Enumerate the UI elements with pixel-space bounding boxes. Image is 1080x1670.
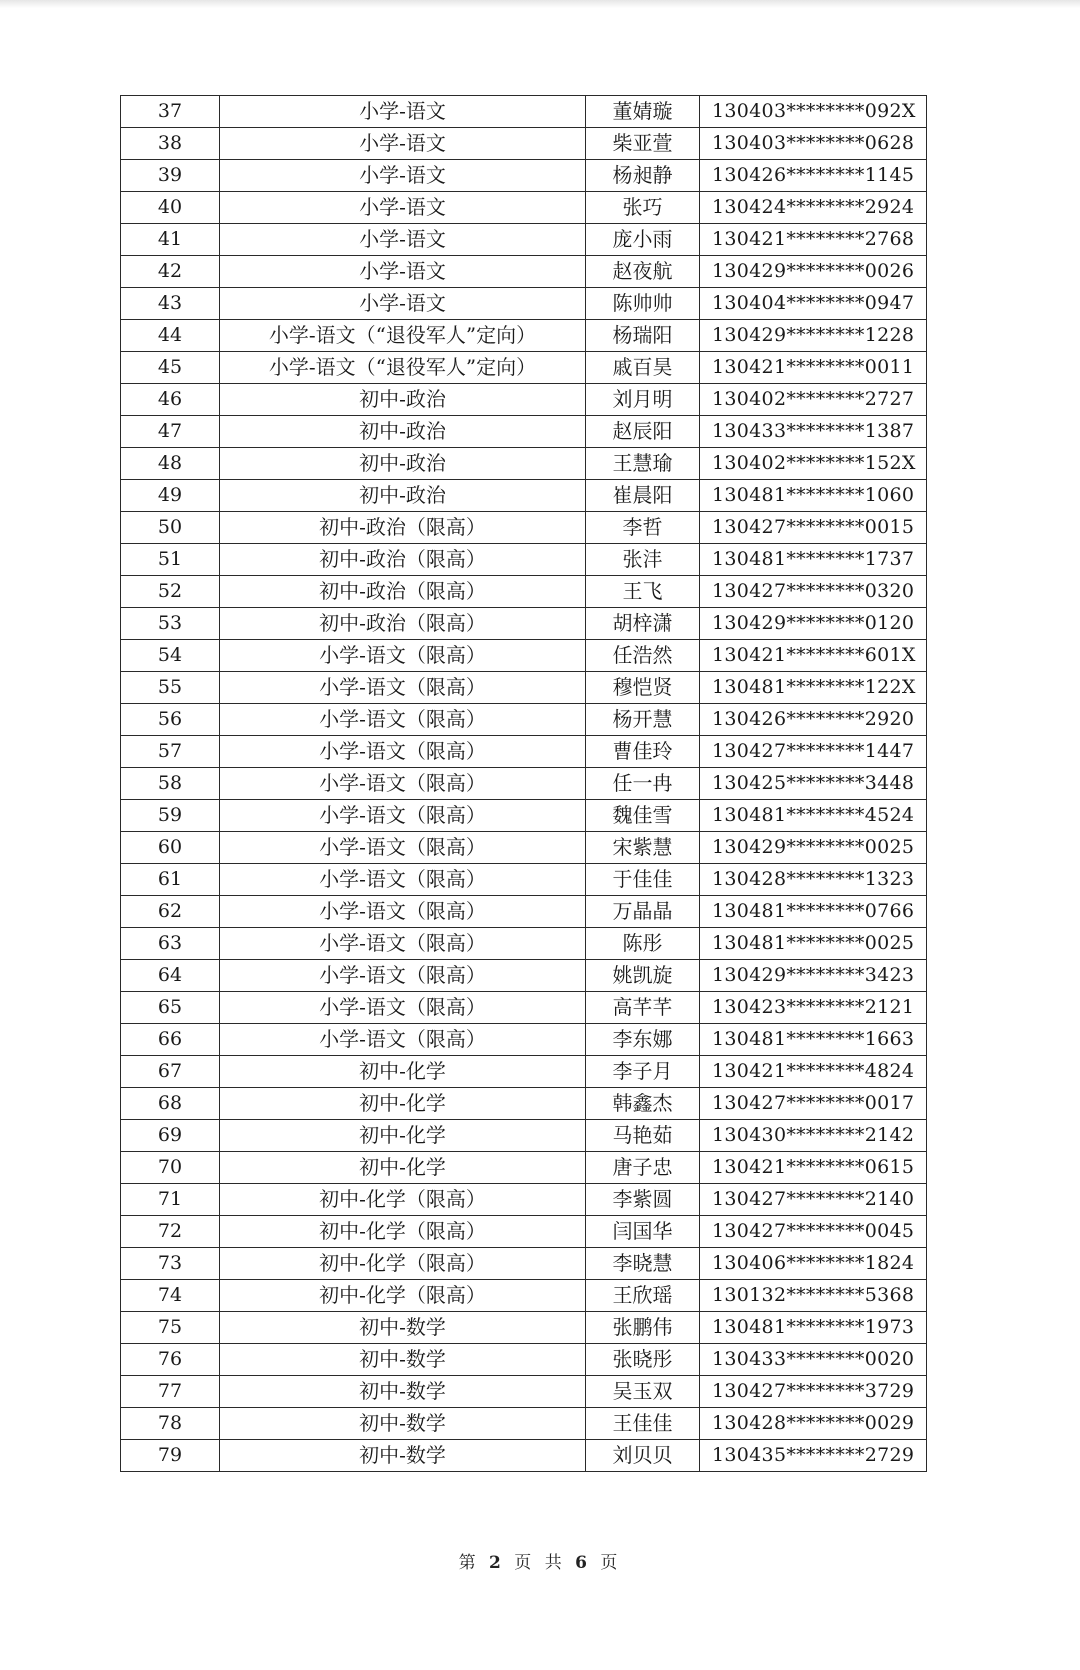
row-number-cell: 60: [121, 832, 220, 864]
subject-cell: 小学-语文（限高）: [220, 768, 586, 800]
candidate-name-cell: 韩鑫杰: [586, 1088, 700, 1120]
id-number-cell: 130424********2924: [700, 192, 927, 224]
id-number-cell: 130426********2920: [700, 704, 927, 736]
subject-cell: 小学-语文: [220, 96, 586, 128]
table-row: [121, 864, 927, 896]
id-number-cell: 130403********0628: [700, 128, 927, 160]
subject-cell: 小学-语文: [220, 160, 586, 192]
table-row: [121, 1344, 927, 1376]
row-number-cell: 67: [121, 1056, 220, 1088]
candidate-name-cell: 董婧璇: [586, 96, 700, 128]
id-number-cell: 130428********1323: [700, 864, 927, 896]
subject-cell: 小学-语文（限高）: [220, 928, 586, 960]
subject-cell: 初中-化学（限高）: [220, 1184, 586, 1216]
row-number-cell: 50: [121, 512, 220, 544]
row-number-cell: 77: [121, 1376, 220, 1408]
candidate-name-cell: 刘月明: [586, 384, 700, 416]
candidate-name-cell: 闫国华: [586, 1216, 700, 1248]
table-row: [121, 768, 927, 800]
row-number-cell: 63: [121, 928, 220, 960]
subject-cell: 小学-语文（限高）: [220, 864, 586, 896]
table-row: [121, 1248, 927, 1280]
id-number-cell: 130403********092X: [700, 96, 927, 128]
candidate-name-cell: 吴玉双: [586, 1376, 700, 1408]
table-row: [121, 672, 927, 704]
candidate-name-cell: 魏佳雪: [586, 800, 700, 832]
table-row: [121, 288, 927, 320]
subject-cell: 小学-语文: [220, 224, 586, 256]
subject-cell: 初中-数学: [220, 1440, 586, 1472]
id-number-cell: 130481********1060: [700, 480, 927, 512]
candidate-name-cell: 万晶晶: [586, 896, 700, 928]
candidate-name-cell: 穆恺贤: [586, 672, 700, 704]
row-number-cell: 44: [121, 320, 220, 352]
subject-cell: 小学-语文（限高）: [220, 736, 586, 768]
id-number-cell: 130426********1145: [700, 160, 927, 192]
table-row: [121, 160, 927, 192]
candidate-name-cell: 李晓慧: [586, 1248, 700, 1280]
subject-cell: 初中-数学: [220, 1312, 586, 1344]
table-row: [121, 1440, 927, 1472]
row-number-cell: 73: [121, 1248, 220, 1280]
table-row: [121, 1056, 927, 1088]
subject-cell: 初中-政治: [220, 416, 586, 448]
subject-cell: 小学-语文: [220, 128, 586, 160]
row-number-cell: 49: [121, 480, 220, 512]
id-number-cell: 130481********4524: [700, 800, 927, 832]
subject-cell: 初中-化学: [220, 1152, 586, 1184]
candidate-name-cell: 李哲: [586, 512, 700, 544]
id-number-cell: 130421********0011: [700, 352, 927, 384]
id-number-cell: 130481********1663: [700, 1024, 927, 1056]
table-row: [121, 1024, 927, 1056]
subject-cell: 小学-语文（限高）: [220, 672, 586, 704]
id-number-cell: 130427********0045: [700, 1216, 927, 1248]
table-row: [121, 1408, 927, 1440]
id-number-cell: 130435********2729: [700, 1440, 927, 1472]
table-row: [121, 960, 927, 992]
row-number-cell: 62: [121, 896, 220, 928]
row-number-cell: 37: [121, 96, 220, 128]
footer-current-page: 2: [489, 1553, 505, 1573]
table-row: [121, 1152, 927, 1184]
table-row: [121, 1216, 927, 1248]
subject-cell: 初中-化学（限高）: [220, 1216, 586, 1248]
candidate-name-cell: 马艳茹: [586, 1120, 700, 1152]
id-number-cell: 130429********0026: [700, 256, 927, 288]
row-number-cell: 38: [121, 128, 220, 160]
id-number-cell: 130428********0029: [700, 1408, 927, 1440]
id-number-cell: 130423********2121: [700, 992, 927, 1024]
id-number-cell: 130427********0320: [700, 576, 927, 608]
candidate-name-cell: 于佳佳: [586, 864, 700, 896]
table-row: [121, 736, 927, 768]
subject-cell: 初中-政治（限高）: [220, 512, 586, 544]
footer-suffix: 页: [600, 1553, 622, 1573]
row-number-cell: 65: [121, 992, 220, 1024]
row-number-cell: 61: [121, 864, 220, 896]
candidate-name-cell: 张巧: [586, 192, 700, 224]
subject-cell: 小学-语文: [220, 192, 586, 224]
footer-total-pages: 6: [575, 1553, 591, 1573]
table-row: [121, 512, 927, 544]
table-row: [121, 1184, 927, 1216]
id-number-cell: 130421********0615: [700, 1152, 927, 1184]
table-row: [121, 320, 927, 352]
candidate-name-cell: 胡梓潇: [586, 608, 700, 640]
table-row: [121, 480, 927, 512]
row-number-cell: 47: [121, 416, 220, 448]
table-row: [121, 992, 927, 1024]
candidate-name-cell: 戚百昊: [586, 352, 700, 384]
candidate-name-cell: 王欣瑶: [586, 1280, 700, 1312]
table-row: [121, 128, 927, 160]
footer-prefix: 第: [458, 1553, 480, 1573]
candidate-name-cell: 杨昶静: [586, 160, 700, 192]
candidate-name-cell: 崔晨阳: [586, 480, 700, 512]
candidate-name-cell: 张晓彤: [586, 1344, 700, 1376]
subject-cell: 初中-化学（限高）: [220, 1280, 586, 1312]
id-number-cell: 130421********2768: [700, 224, 927, 256]
id-number-cell: 130481********0766: [700, 896, 927, 928]
candidate-name-cell: 王慧瑜: [586, 448, 700, 480]
subject-cell: 小学-语文（限高）: [220, 1024, 586, 1056]
subject-cell: 小学-语文（限高）: [220, 832, 586, 864]
candidate-name-cell: 陈帅帅: [586, 288, 700, 320]
row-number-cell: 64: [121, 960, 220, 992]
id-number-cell: 130481********122X: [700, 672, 927, 704]
subject-cell: 初中-政治: [220, 448, 586, 480]
id-number-cell: 130427********3729: [700, 1376, 927, 1408]
table-row: [121, 704, 927, 736]
subject-cell: 初中-数学: [220, 1376, 586, 1408]
subject-cell: 小学-语文（限高）: [220, 960, 586, 992]
subject-cell: 小学-语文（限高）: [220, 640, 586, 672]
candidate-name-cell: 赵夜航: [586, 256, 700, 288]
table-row: [121, 1376, 927, 1408]
candidate-name-cell: 李紫圆: [586, 1184, 700, 1216]
id-number-cell: 130406********1824: [700, 1248, 927, 1280]
candidate-name-cell: 高芊芊: [586, 992, 700, 1024]
id-number-cell: 130402********2727: [700, 384, 927, 416]
row-number-cell: 74: [121, 1280, 220, 1312]
row-number-cell: 45: [121, 352, 220, 384]
table-row: [121, 832, 927, 864]
subject-cell: 小学-语文: [220, 256, 586, 288]
id-number-cell: 130427********2140: [700, 1184, 927, 1216]
subject-cell: 初中-化学（限高）: [220, 1248, 586, 1280]
row-number-cell: 43: [121, 288, 220, 320]
candidate-table: [120, 95, 927, 1472]
row-number-cell: 59: [121, 800, 220, 832]
row-number-cell: 68: [121, 1088, 220, 1120]
table-row: [121, 352, 927, 384]
subject-cell: 小学-语文（限高）: [220, 992, 586, 1024]
candidate-name-cell: 任浩然: [586, 640, 700, 672]
id-number-cell: 130481********0025: [700, 928, 927, 960]
table-row: [121, 1088, 927, 1120]
id-number-cell: 130421********4824: [700, 1056, 927, 1088]
page-top-edge: [0, 0, 1080, 8]
table-row: [121, 896, 927, 928]
id-number-cell: 130433********1387: [700, 416, 927, 448]
row-number-cell: 48: [121, 448, 220, 480]
table-row: [121, 576, 927, 608]
table-row: [121, 1280, 927, 1312]
candidate-name-cell: 王飞: [586, 576, 700, 608]
table-row: [121, 608, 927, 640]
page-footer: [0, 1548, 1080, 1573]
subject-cell: 初中-数学: [220, 1344, 586, 1376]
row-number-cell: 53: [121, 608, 220, 640]
table-row: [121, 96, 927, 128]
row-number-cell: 56: [121, 704, 220, 736]
candidate-name-cell: 任一冉: [586, 768, 700, 800]
id-number-cell: 130132********5368: [700, 1280, 927, 1312]
row-number-cell: 79: [121, 1440, 220, 1472]
row-number-cell: 42: [121, 256, 220, 288]
table-row: [121, 384, 927, 416]
id-number-cell: 130481********1737: [700, 544, 927, 576]
candidate-name-cell: 李东娜: [586, 1024, 700, 1056]
row-number-cell: 55: [121, 672, 220, 704]
candidate-name-cell: 李子月: [586, 1056, 700, 1088]
candidate-name-cell: 张鹏伟: [586, 1312, 700, 1344]
candidate-name-cell: 赵辰阳: [586, 416, 700, 448]
subject-cell: 初中-政治（限高）: [220, 544, 586, 576]
subject-cell: 小学-语文（限高）: [220, 896, 586, 928]
row-number-cell: 70: [121, 1152, 220, 1184]
row-number-cell: 69: [121, 1120, 220, 1152]
candidate-name-cell: 杨瑞阳: [586, 320, 700, 352]
subject-cell: 初中-数学: [220, 1408, 586, 1440]
subject-cell: 初中-化学: [220, 1056, 586, 1088]
subject-cell: 小学-语文: [220, 288, 586, 320]
candidate-name-cell: 姚凯旋: [586, 960, 700, 992]
id-number-cell: 130429********1228: [700, 320, 927, 352]
row-number-cell: 54: [121, 640, 220, 672]
table-row: [121, 800, 927, 832]
row-number-cell: 76: [121, 1344, 220, 1376]
candidate-table-body: [121, 96, 927, 1472]
table-row: [121, 448, 927, 480]
footer-middle: 页 共: [514, 1553, 566, 1573]
id-number-cell: 130427********0017: [700, 1088, 927, 1120]
subject-cell: 小学-语文（“退役军人”定向）: [220, 320, 586, 352]
candidate-name-cell: 杨开慧: [586, 704, 700, 736]
candidate-name-cell: 庞小雨: [586, 224, 700, 256]
row-number-cell: 75: [121, 1312, 220, 1344]
subject-cell: 初中-政治: [220, 384, 586, 416]
row-number-cell: 51: [121, 544, 220, 576]
table-row: [121, 416, 927, 448]
id-number-cell: 130433********0020: [700, 1344, 927, 1376]
id-number-cell: 130481********1973: [700, 1312, 927, 1344]
candidate-name-cell: 宋紫慧: [586, 832, 700, 864]
id-number-cell: 130427********0015: [700, 512, 927, 544]
table-row: [121, 192, 927, 224]
table-row: [121, 928, 927, 960]
subject-cell: 小学-语文（限高）: [220, 800, 586, 832]
id-number-cell: 130402********152X: [700, 448, 927, 480]
candidate-name-cell: 曹佳玲: [586, 736, 700, 768]
row-number-cell: 41: [121, 224, 220, 256]
candidate-name-cell: 王佳佳: [586, 1408, 700, 1440]
subject-cell: 初中-政治（限高）: [220, 608, 586, 640]
id-number-cell: 130429********3423: [700, 960, 927, 992]
subject-cell: 初中-政治（限高）: [220, 576, 586, 608]
row-number-cell: 72: [121, 1216, 220, 1248]
subject-cell: 小学-语文（限高）: [220, 704, 586, 736]
candidate-name-cell: 张沣: [586, 544, 700, 576]
subject-cell: 初中-政治: [220, 480, 586, 512]
candidate-name-cell: 唐子忠: [586, 1152, 700, 1184]
row-number-cell: 71: [121, 1184, 220, 1216]
candidate-name-cell: 刘贝贝: [586, 1440, 700, 1472]
id-number-cell: 130425********3448: [700, 768, 927, 800]
id-number-cell: 130421********601X: [700, 640, 927, 672]
subject-cell: 小学-语文（“退役军人”定向）: [220, 352, 586, 384]
table-row: [121, 1312, 927, 1344]
row-number-cell: 58: [121, 768, 220, 800]
subject-cell: 初中-化学: [220, 1088, 586, 1120]
id-number-cell: 130427********1447: [700, 736, 927, 768]
row-number-cell: 57: [121, 736, 220, 768]
table-row: [121, 640, 927, 672]
row-number-cell: 40: [121, 192, 220, 224]
table-row: [121, 256, 927, 288]
row-number-cell: 52: [121, 576, 220, 608]
row-number-cell: 46: [121, 384, 220, 416]
row-number-cell: 66: [121, 1024, 220, 1056]
row-number-cell: 39: [121, 160, 220, 192]
table-row: [121, 544, 927, 576]
row-number-cell: 78: [121, 1408, 220, 1440]
candidate-name-cell: 陈彤: [586, 928, 700, 960]
id-number-cell: 130404********0947: [700, 288, 927, 320]
subject-cell: 初中-化学: [220, 1120, 586, 1152]
table-row: [121, 1120, 927, 1152]
id-number-cell: 130430********2142: [700, 1120, 927, 1152]
id-number-cell: 130429********0025: [700, 832, 927, 864]
table-row: [121, 224, 927, 256]
id-number-cell: 130429********0120: [700, 608, 927, 640]
candidate-name-cell: 柴亚萱: [586, 128, 700, 160]
